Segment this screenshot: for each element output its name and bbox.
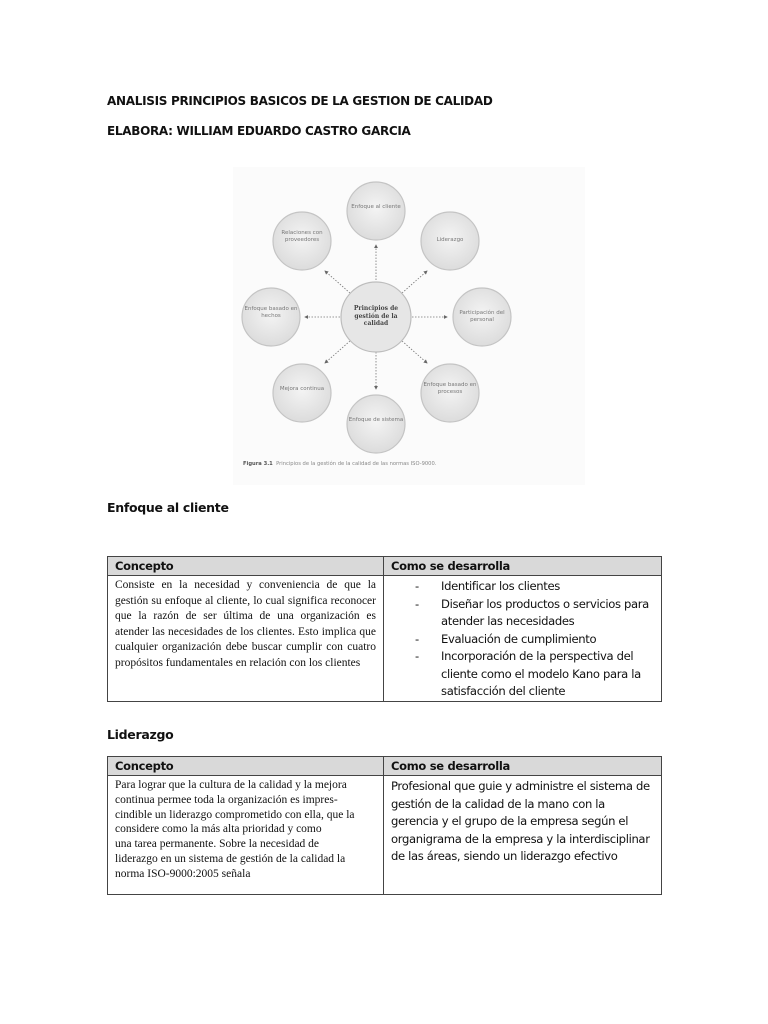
section-title-customer-focus: Enfoque al cliente (107, 500, 229, 515)
development-cell (384, 576, 662, 702)
concept-line: norma ISO-9000:2005 señala (115, 867, 251, 880)
table-row (108, 776, 662, 895)
concept-line: continua permee toda la organización es impres- (115, 793, 338, 806)
concept-line: considere como la más alta prioridad y como (115, 823, 322, 836)
development-text: Profesional que guie y administre el sistema de gestión de la calidad de la mano con la gerencia y el grupo de la empresa según el organigrama de la empresa y la interdisciplinar de las áreas, siendo un liderazgo efectivo (391, 779, 650, 864)
customer-focus-table (107, 556, 662, 702)
table-header-row (108, 557, 662, 576)
concept-line: liderazgo en un sistema de gestión de la calidad la (115, 852, 346, 865)
node-customer-focus: Enfoque al cliente (351, 204, 401, 210)
column-header-concept: Concepto (108, 557, 384, 576)
node-system-approach: Enfoque de sistema (348, 417, 404, 423)
node-continuous-improvement: Mejora continua (279, 386, 325, 392)
column-header-development: Como se desarrolla (384, 557, 662, 576)
list-item: - Diseñar los productos o servicios para atender las necesidades (415, 596, 654, 631)
list-item: - Identificar los clientes (415, 578, 654, 596)
column-header-concept: Concepto (108, 757, 384, 776)
leadership-table (107, 756, 662, 895)
caption-label: Figura 3.1 (243, 461, 273, 467)
table-row (108, 576, 662, 702)
development-cell (384, 776, 662, 895)
figure-caption (243, 461, 436, 467)
concept-line: Para lograr que la cultura de la calidad y la mejora (115, 779, 347, 791)
concept-text: Consiste en la necesidad y conveniencia de que la gestión su enfoque al cliente, lo cual significa reconocer que la razón de ser última de una organización es atender las necesidades de los clientes. Esto implica que cualquier organización debe buscar cumplir con cuatro propósitos fundamentales en relación con los clientes (115, 579, 376, 669)
principles-diagram (233, 167, 585, 485)
concept-cell (108, 576, 384, 702)
node-fact-based-approach: Enfoque basado en hechos (244, 306, 298, 319)
table-header-row (108, 757, 662, 776)
diagram-graphic (233, 167, 585, 485)
diagram-center-label: Principios de gestión de la calidad (353, 305, 399, 327)
section-title-leadership: Liderazgo (107, 727, 174, 742)
development-list (391, 578, 654, 701)
node-process-approach: Enfoque basado en procesos (423, 382, 477, 395)
list-item: - Evaluación de cumplimiento (415, 631, 654, 649)
author-line: ELABORA: WILLIAM EDUARDO CASTRO GARCIA (107, 124, 411, 138)
column-header-development: Como se desarrolla (384, 757, 662, 776)
concept-line: cindible un liderazgo comprometido con ella, que la (115, 808, 355, 821)
caption-text: Principios de la gestión de la calidad de las normas ISO-9000. (276, 461, 437, 467)
node-staff-participation: Participación del personal (459, 310, 505, 323)
document-title: ANALISIS PRINCIPIOS BASICOS DE LA GESTION DE CALIDAD (107, 94, 493, 108)
concept-line: una tarea permanente. Sobre la necesidad de (115, 838, 320, 851)
node-leadership: Liderazgo (436, 237, 464, 243)
concept-cell (108, 776, 384, 895)
list-item: - Incorporación de la perspectiva del cliente como el modelo Kano para la satisfacción del cliente (415, 648, 654, 701)
node-supplier-relations: Relaciones con proveedores (281, 230, 323, 243)
